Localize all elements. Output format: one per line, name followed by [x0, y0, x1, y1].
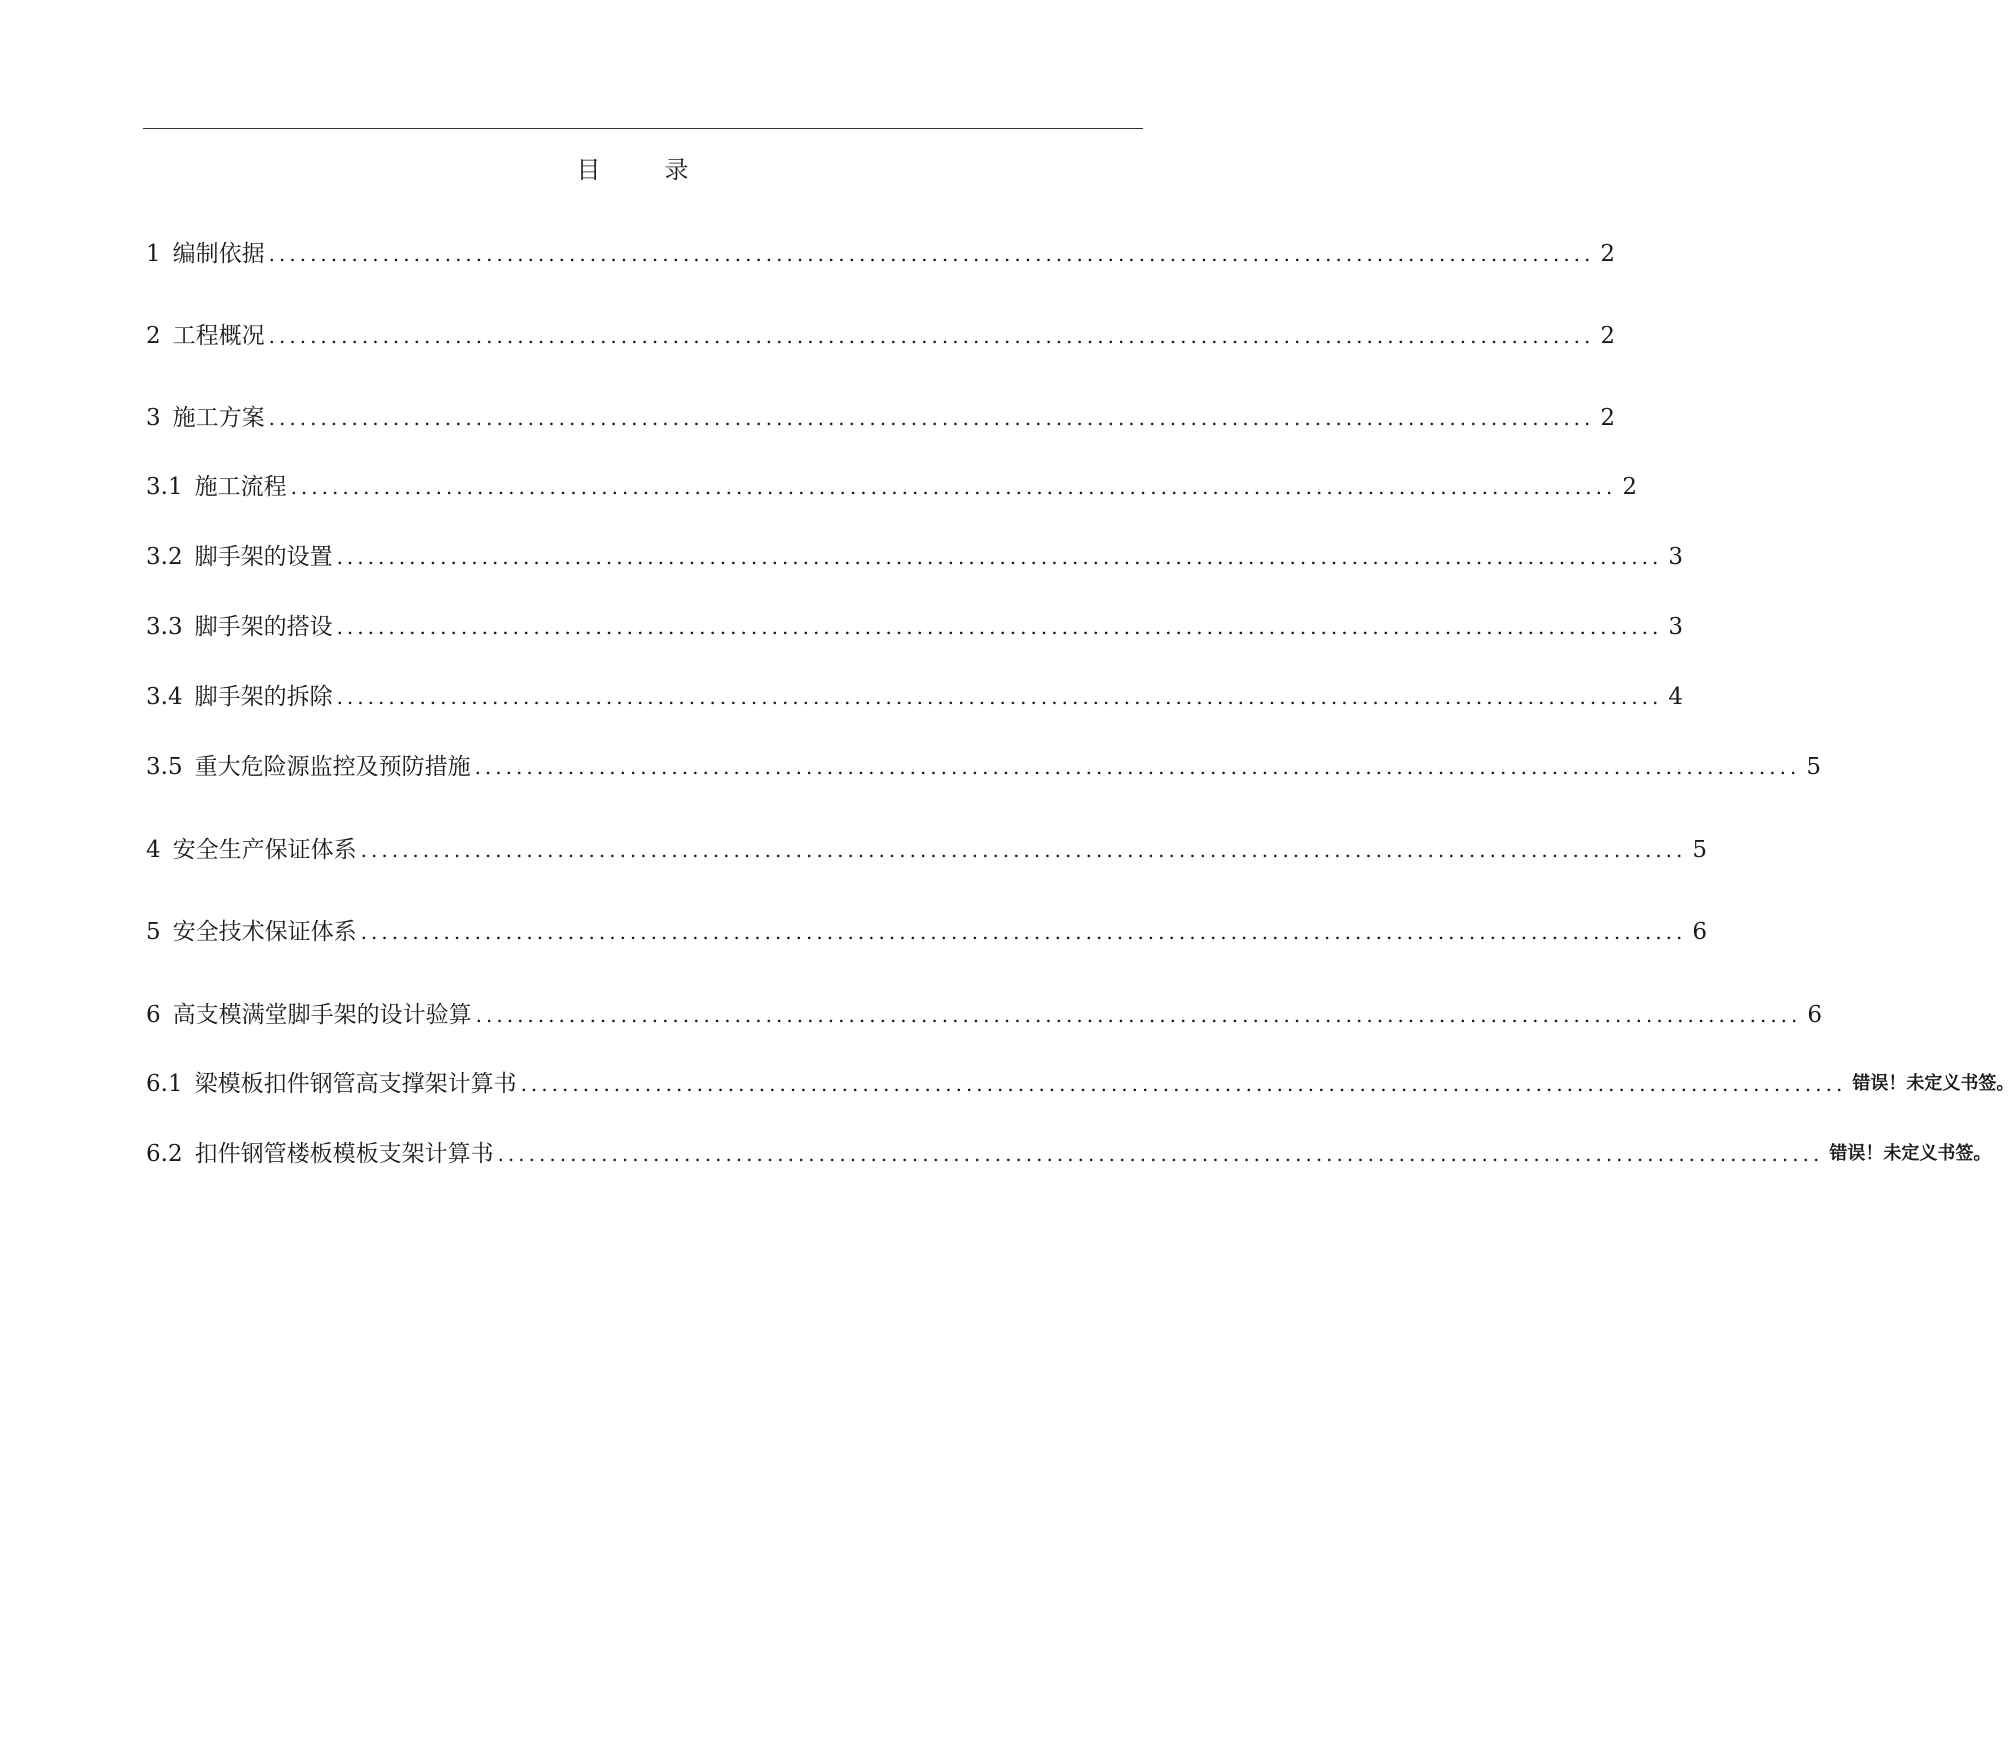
- toc-leader-dots: ................................................................................................................................: [268, 406, 1595, 430]
- toc-entry-number: 6.2: [146, 1141, 183, 1167]
- toc-entry-page: 2: [1600, 405, 1616, 431]
- toc-leader-dots: ................................................................................................................................: [474, 755, 1801, 779]
- toc-entry-page: 5: [1692, 837, 1708, 863]
- toc-entry-number: 3.4: [146, 684, 183, 710]
- toc-entry-number: 6: [146, 1002, 161, 1028]
- toc-entry-3-5[interactable]: [146, 749, 1821, 785]
- toc-leader-dots: ................................................................................................................................: [360, 838, 1687, 862]
- toc-entry-number: 5: [146, 919, 161, 945]
- toc-entry-3-1[interactable]: [146, 469, 1637, 505]
- toc-entry-number: 1: [146, 241, 161, 267]
- toc-entry-number: 2: [146, 323, 161, 349]
- toc-entry-5[interactable]: [146, 914, 1708, 950]
- toc-entry-6[interactable]: [146, 997, 1823, 1033]
- toc-entry-label: 扣件钢管楼板模板支架计算书: [194, 1141, 494, 1167]
- toc-entry-page: 6: [1692, 919, 1708, 945]
- toc-entry-page-error: 错误！未定义书签。: [1852, 1073, 2014, 1094]
- toc-leader-dots: ................................................................................................................................: [290, 475, 1617, 499]
- toc-entry-4[interactable]: [146, 832, 1708, 868]
- toc-entry-page: 4: [1668, 684, 1683, 710]
- toc-entry-label: 施工方案: [172, 405, 265, 431]
- toc-entry-6-1[interactable]: [146, 1066, 2014, 1102]
- toc-entry-label: 脚手架的设置: [194, 544, 333, 570]
- toc-leader-dots: ................................................................................................................................: [475, 1003, 1802, 1027]
- toc-entry-page: 2: [1600, 241, 1616, 267]
- toc-entry-3-2[interactable]: [146, 539, 1683, 575]
- toc-title: 目 录: [576, 156, 709, 184]
- toc-entry-3-3[interactable]: [146, 609, 1683, 645]
- toc-leader-dots: ................................................................................................................................: [268, 242, 1595, 266]
- toc-entry-label: 高支模满堂脚手架的设计验算: [172, 1002, 472, 1028]
- toc-entry-page: 5: [1806, 754, 1821, 780]
- toc-entry-label: 脚手架的拆除: [194, 684, 333, 710]
- toc-entry-3[interactable]: [146, 400, 1616, 436]
- toc-entry-number: 3.1: [146, 474, 183, 500]
- toc-entry-page: 2: [1600, 323, 1616, 349]
- toc-entry-page: 6: [1807, 1002, 1823, 1028]
- toc-entry-page: 2: [1622, 474, 1637, 500]
- toc-entry-label: 安全技术保证体系: [172, 919, 357, 945]
- toc-leader-dots: ................................................................................................................................: [336, 615, 1663, 639]
- toc-list: [146, 0, 2014, 1754]
- toc-entry-number: 4: [146, 837, 161, 863]
- toc-entry-number: 3.3: [146, 614, 183, 640]
- toc-entry-label: 重大危险源监控及预防措施: [194, 754, 471, 780]
- toc-leader-dots: ................................................................................................................................: [336, 545, 1663, 569]
- toc-entry-label: 工程概况: [172, 323, 265, 349]
- toc-entry-label: 编制依据: [172, 241, 265, 267]
- toc-entry-label: 梁模板扣件钢管高支撑架计算书: [194, 1071, 517, 1097]
- toc-entry-1[interactable]: [146, 236, 1616, 272]
- toc-entry-3-4[interactable]: [146, 679, 1683, 715]
- toc-entry-page: 3: [1668, 614, 1683, 640]
- toc-entry-number: 6.1: [146, 1071, 183, 1097]
- toc-entry-6-2[interactable]: [146, 1136, 1992, 1172]
- toc-entry-number: 3: [146, 405, 161, 431]
- toc-entry-page: 3: [1668, 544, 1683, 570]
- toc-leader-dots: ................................................................................................................................: [497, 1142, 1824, 1166]
- toc-leader-dots: ................................................................................................................................: [336, 685, 1663, 709]
- toc-entry-number: 3.5: [146, 754, 183, 780]
- toc-entry-label: 脚手架的搭设: [194, 614, 333, 640]
- toc-leader-dots: ................................................................................................................................: [520, 1072, 1847, 1096]
- toc-entry-2[interactable]: [146, 318, 1616, 354]
- toc-entry-page-error: 错误！未定义书签。: [1829, 1143, 1992, 1164]
- toc-entry-number: 3.2: [146, 544, 183, 570]
- toc-leader-dots: ................................................................................................................................: [268, 324, 1595, 348]
- toc-leader-dots: ................................................................................................................................: [360, 920, 1687, 944]
- toc-entry-label: 安全生产保证体系: [172, 837, 357, 863]
- toc-entry-label: 施工流程: [194, 474, 287, 500]
